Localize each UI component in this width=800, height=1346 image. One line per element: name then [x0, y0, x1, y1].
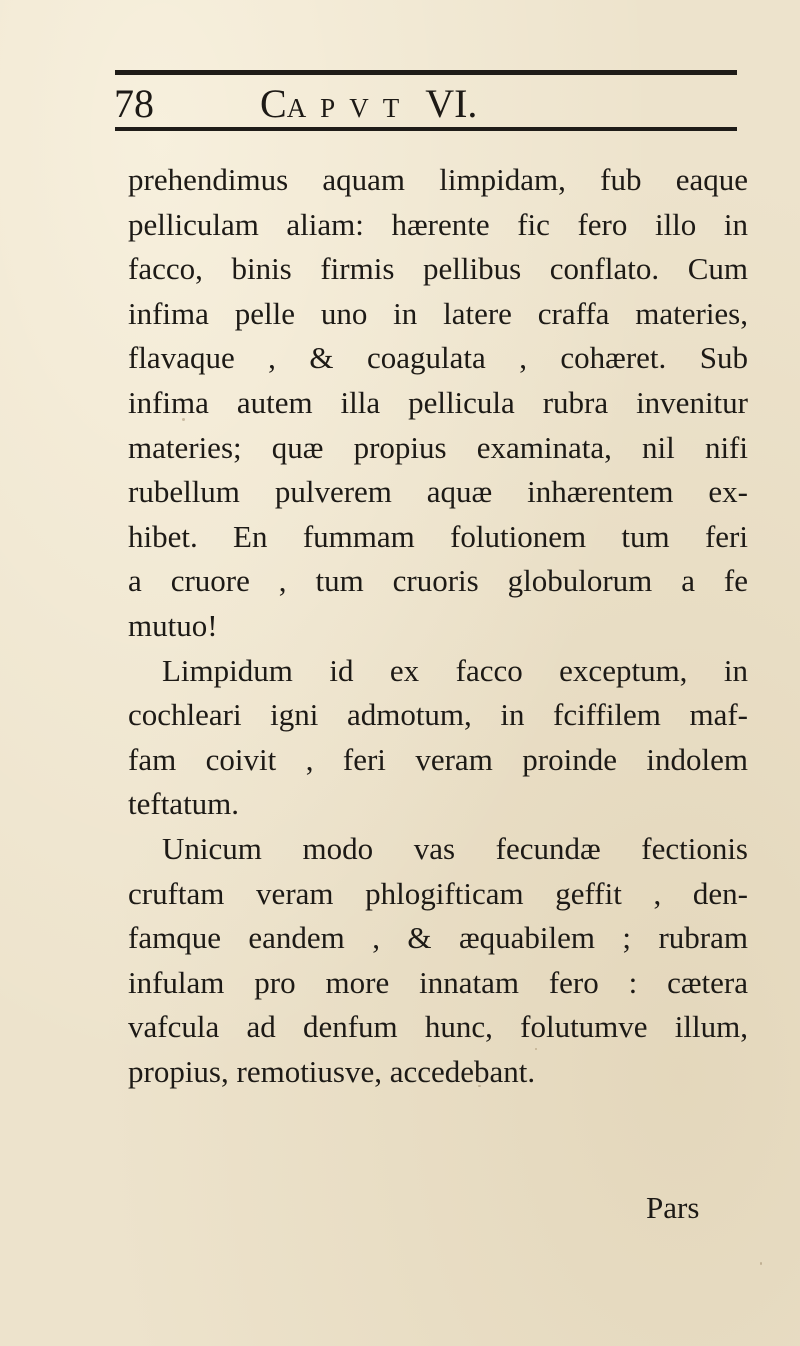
- header-rule-bottom: [115, 127, 737, 131]
- text-line: teftatum.: [128, 786, 240, 822]
- running-head-initial: C: [260, 81, 287, 126]
- text-line: hibet. En fummam folutionem tum feri: [128, 518, 748, 554]
- text-line: prehendimus aquam limpidam, fub eaque: [128, 162, 748, 197]
- text-line: infima autem illa pellicula rubra invenitur: [128, 384, 748, 420]
- text-line: a cruore , tum cruoris globulorum a fe: [128, 563, 748, 599]
- running-head-rest: APVT: [286, 93, 414, 123]
- chapter-number: VI.: [425, 81, 478, 126]
- text-line: cruftam veram phlogifticam geffit , den-: [128, 875, 748, 911]
- paper-speck: [535, 1048, 537, 1050]
- text-line: facco, binis firmis pellibus conflato. Cum: [128, 251, 748, 287]
- text-line: materies; quæ propius examinata, nil nifi: [128, 429, 748, 465]
- running-head: [260, 81, 478, 128]
- text-line: Unicum modo vas fecundæ fectionis: [162, 830, 748, 866]
- text-line: famque eandem , & æquabilem ; rubram: [128, 920, 748, 956]
- text-line: rubellum pulverem aquæ inhærentem ex-: [128, 474, 748, 510]
- text-line: propius, remotiusve, accedebant.: [128, 1053, 536, 1089]
- page-number: 78: [114, 81, 154, 126]
- paper-speck: [760, 1262, 762, 1265]
- text-line: fam coivit , feri veram proinde indolem: [128, 741, 748, 777]
- text-line: Limpidum id ex facco exceptum, in: [162, 652, 748, 688]
- text-line: infima pelle uno in latere craffa materies,: [128, 295, 748, 331]
- header-rule-top: [115, 70, 737, 75]
- text-line: flavaque , & coagulata , cohæret. Sub: [128, 340, 748, 376]
- text-line: vafcula ad denfum hunc, folutumve illum,: [128, 1009, 748, 1045]
- text-line: pelliculam aliam: hærente fic fero illo in: [128, 206, 748, 242]
- body-text: [128, 158, 748, 1094]
- text-line: cochleari igni admotum, in fciffilem maf-: [128, 697, 748, 733]
- text-line: infulam pro more innatam fero : cætera: [128, 964, 748, 1000]
- paper-speck: [182, 418, 185, 421]
- text-line: mutuo!: [128, 607, 218, 643]
- catchword: Pars: [646, 1190, 700, 1225]
- paper-speck: [478, 1085, 481, 1087]
- page-header: [112, 80, 742, 126]
